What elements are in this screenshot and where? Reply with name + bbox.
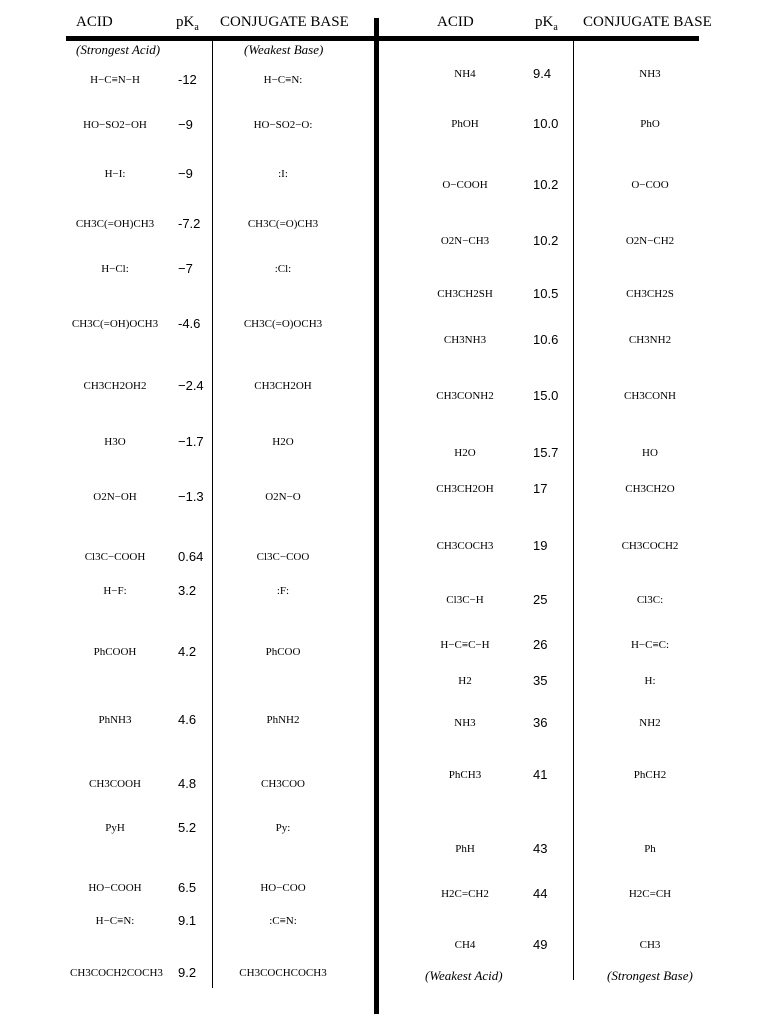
- right-acid-structure: O2N−CH3: [440, 235, 490, 247]
- left-conjugate-base-structure: Py:: [275, 822, 291, 834]
- left-acid-structure: H−Cl:: [101, 263, 129, 275]
- left-acid-structure: O2N−OH: [93, 491, 137, 503]
- left-pka-value: −9: [178, 117, 193, 132]
- left-pka-value: 4.8: [178, 776, 197, 791]
- weakest-acid-note: (Weakest Acid): [425, 968, 503, 983]
- right-acid-structure: CH3CH2OH: [436, 483, 494, 495]
- left-acid-structure: H−F:: [103, 585, 127, 597]
- left-conjugate-base-structure: O2N−O: [265, 491, 301, 503]
- right-acid-structure: H2: [458, 675, 472, 687]
- right-pka-value: 19: [533, 538, 548, 553]
- right-pka-value: 41: [533, 767, 548, 782]
- header-rule: [66, 36, 699, 41]
- right-pka-header: $pK_a$: [535, 14, 558, 33]
- right-acid-structure: H2C=CH2: [441, 888, 489, 900]
- left-pka-value: 3.2: [178, 583, 197, 598]
- weakest-base-note: (Weakest Base): [244, 42, 324, 57]
- right-conjugate-base-structure: H−C≡C:: [630, 639, 670, 651]
- right-acid-structure: PhOH: [451, 118, 479, 130]
- center-divider: [374, 18, 379, 1014]
- right-acid-structure: NH4: [454, 68, 476, 80]
- right-conjugate-base-structure: H:: [644, 675, 656, 687]
- right-conjugate-base-structure: NH2: [639, 717, 661, 729]
- right-pka-value: 10.2: [533, 177, 559, 192]
- left-acid-structure: CH3COCH2COCH3: [70, 967, 163, 979]
- left-pka-value: −7: [178, 261, 193, 276]
- left-conjugate-base-structure: PhCOO: [265, 646, 301, 658]
- left-acid-structure: CH3C(=OH)CH3: [75, 218, 155, 230]
- right-pka-value: 43: [533, 841, 548, 856]
- left-conjugate-base-structure: PhNH2: [266, 714, 300, 726]
- strongest-base-note: (Strongest Base): [607, 968, 693, 983]
- right-conjugate-base-structure: Cl3C:: [636, 594, 664, 606]
- right-conjugate-base-structure: HO: [642, 447, 658, 459]
- left-column-rule: [212, 40, 213, 988]
- right-conjugate-base-structure: PhO: [640, 118, 660, 130]
- left-conjugate-base-structure: :C≡N:: [269, 915, 297, 927]
- left-acid-structure: CH3C(=OH)OCH3: [71, 318, 159, 330]
- right-acid-structure: PhCH3: [448, 769, 482, 781]
- left-acid-structure: Cl3C−COOH: [84, 551, 146, 563]
- left-base-header: CONJUGATE BASE: [220, 14, 349, 30]
- left-conjugate-base-structure: H2O: [272, 436, 294, 448]
- right-conjugate-base-structure: CH3CH2O: [625, 483, 675, 495]
- right-acid-structure: PhH: [455, 843, 475, 855]
- left-pka-value: 6.5: [178, 880, 197, 895]
- right-conjugate-base-structure: CH3CONH: [624, 390, 676, 402]
- left-conjugate-base-structure: HO−SO2−O:: [253, 119, 313, 131]
- left-pka-value: 5.2: [178, 820, 197, 835]
- right-pka-value: 49: [533, 937, 548, 952]
- left-acid-structure: H−C≡N:: [95, 915, 135, 927]
- right-acid-structure: CH3CH2SH: [437, 288, 493, 300]
- left-pka-value: -4.6: [178, 316, 201, 331]
- right-acid-structure: Cl3C−H: [446, 594, 484, 606]
- right-conjugate-base-structure: O−COO: [631, 179, 669, 191]
- left-pka-value: −9: [178, 166, 193, 181]
- left-conjugate-base-structure: :Cl:: [274, 263, 292, 275]
- left-pka-value: −1.7: [178, 434, 204, 449]
- left-acid-structure: CH3CH2OH2: [83, 380, 147, 392]
- left-conjugate-base-structure: CH3COO: [260, 778, 305, 790]
- left-conjugate-base-structure: CH3C(=O)CH3: [247, 218, 319, 230]
- right-pka-value: 15.7: [533, 445, 559, 460]
- left-pka-value: 9.2: [178, 965, 197, 980]
- left-acid-structure: PhNH3: [98, 714, 132, 726]
- right-pka-value: 44: [533, 886, 548, 901]
- right-acid-structure: O−COOH: [442, 179, 488, 191]
- left-acid-structure: H3O: [104, 436, 126, 448]
- strongest-acid-note: (Strongest Acid): [76, 42, 161, 57]
- left-conjugate-base-structure: Cl3C−COO: [256, 551, 310, 563]
- right-conjugate-base-structure: H2C=CH: [628, 888, 672, 900]
- right-acid-structure: CH3COCH3: [436, 540, 494, 552]
- left-conjugate-base-structure: CH3C(=O)OCH3: [243, 318, 323, 330]
- right-conjugate-base-structure: Ph: [644, 843, 656, 855]
- right-conjugate-base-structure: CH3NH2: [628, 334, 672, 346]
- left-acid-structure: PhCOOH: [93, 646, 137, 658]
- right-pka-value: 26: [533, 637, 548, 652]
- right-pka-value: 10.2: [533, 233, 559, 248]
- right-pka-value: 10.5: [533, 286, 559, 301]
- right-acid-structure: H2O: [454, 447, 476, 459]
- right-acid-header: ACID: [437, 14, 474, 30]
- left-conjugate-base-structure: :I:: [278, 168, 288, 180]
- right-acid-structure: CH3CONH2: [436, 390, 494, 402]
- right-pka-value: 9.4: [533, 66, 552, 81]
- left-pka-value: 4.6: [178, 712, 197, 727]
- left-pka-value: 4.2: [178, 644, 197, 659]
- right-conjugate-base-structure: NH3: [639, 68, 661, 80]
- left-acid-structure: H−I:: [104, 168, 126, 180]
- left-conjugate-base-structure: CH3CH2OH: [254, 380, 312, 392]
- right-pka-value: 15.0: [533, 388, 559, 403]
- left-pka-value: 9.1: [178, 913, 197, 928]
- right-acid-structure: NH3: [454, 717, 476, 729]
- left-acid-header: ACID: [76, 14, 113, 30]
- right-column-rule: [573, 40, 574, 980]
- right-conjugate-base-structure: CH3: [639, 939, 661, 951]
- left-acid-structure: CH3COOH: [89, 778, 141, 790]
- right-pka-value: 25: [533, 592, 548, 607]
- left-pka-value: -7.2: [178, 216, 201, 231]
- right-conjugate-base-structure: PhCH2: [633, 769, 667, 781]
- left-acid-structure: H−C≡N−H: [90, 74, 140, 86]
- left-pka-value: -12: [178, 72, 197, 87]
- left-pka-value: −2.4: [178, 378, 204, 393]
- left-conjugate-base-structure: CH3COCHCOCH3: [239, 967, 327, 979]
- right-pka-value: 17: [533, 481, 548, 496]
- right-acid-structure: CH3NH3: [443, 334, 487, 346]
- left-acid-structure: HO−SO2−OH: [83, 119, 147, 131]
- left-conjugate-base-structure: H−C≡N:: [263, 74, 303, 86]
- right-conjugate-base-structure: CH3CH2S: [626, 288, 674, 300]
- right-base-header: CONJUGATE BASE: [583, 14, 712, 30]
- left-conjugate-base-structure: HO−COO: [260, 882, 306, 894]
- left-acid-structure: PyH: [105, 822, 125, 834]
- right-pka-value: 10.6: [533, 332, 559, 347]
- right-pka-value: 35: [533, 673, 548, 688]
- left-pka-value: −1.3: [178, 489, 204, 504]
- left-pka-header: $pK_a$: [176, 14, 199, 33]
- right-pka-value: 10.0: [533, 116, 559, 131]
- right-conjugate-base-structure: O2N−CH2: [625, 235, 675, 247]
- left-conjugate-base-structure: :F:: [276, 585, 290, 597]
- right-acid-structure: CH4: [454, 939, 476, 951]
- left-acid-structure: HO−COOH: [88, 882, 142, 894]
- right-conjugate-base-structure: CH3COCH2: [621, 540, 679, 552]
- right-pka-value: 36: [533, 715, 548, 730]
- right-acid-structure: H−C≡C−H: [440, 639, 490, 651]
- left-pka-value: 0.64: [178, 549, 204, 564]
